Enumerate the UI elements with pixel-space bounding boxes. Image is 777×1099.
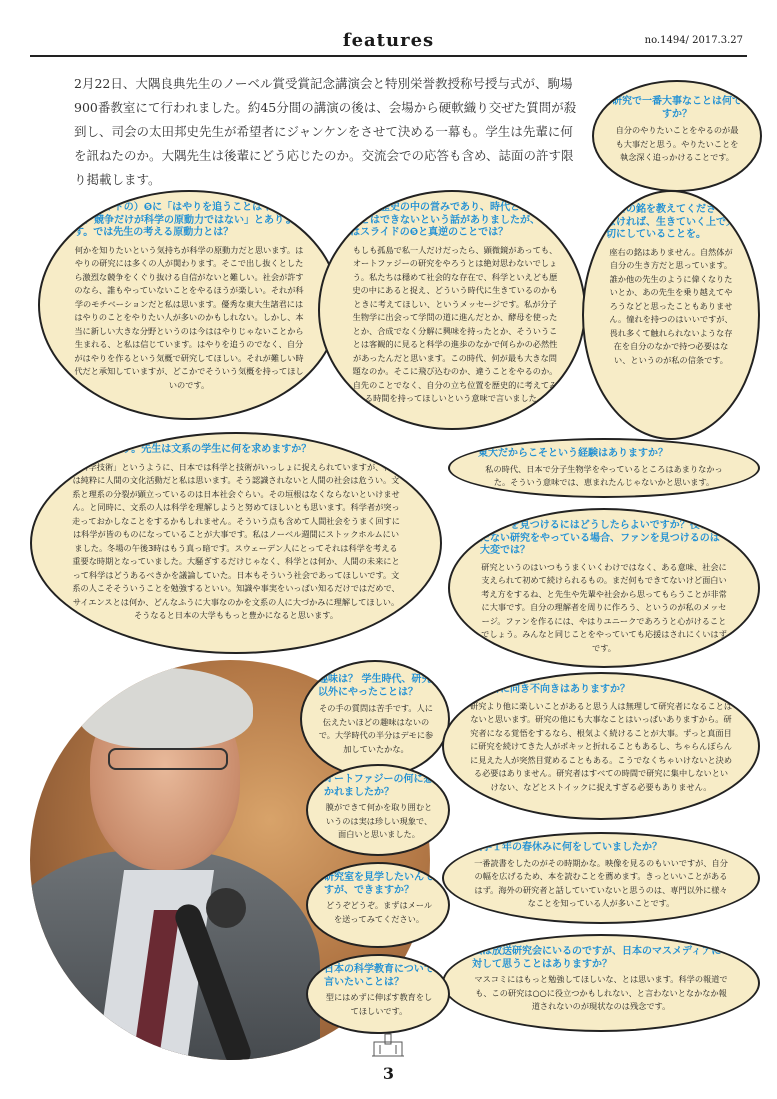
qa-bubble: [318, 190, 586, 430]
qa-bubble: [442, 934, 760, 1032]
qa-bubble: [300, 660, 450, 778]
question: 研究者に向き不向きはありますか？: [470, 684, 630, 695]
qa-bubble: [30, 432, 442, 654]
question: 座右の銘を教えてください。なければ、生きていく上で大切にしていることを。: [606, 204, 736, 240]
qa-bubble: [448, 438, 760, 498]
question: 東大だからこそという経験はありますか？: [478, 448, 668, 459]
answer: 研究より他に楽しいことがあると思う人は無理して研究者になることはないと思います。研究の他にも大事なことはいっぱいありますから。研究者になる覚悟をするなら、根気よく続けることが大事。ずっと真面目に研究を続けてきた人がポキッと折れることもあるし、ちゃらんぽらんに見えた人が突然目覚めることもある。こうでなくちゃいけないと決める必要はありません。研究者はすべての時間で研究に集中しないといけない、などとストイックに捉えすぎる必要もありません。: [470, 700, 733, 792]
question: 研究で一番大事なことは何ですか？: [612, 96, 742, 120]
answer: 膜ができて何かを取り囲むというのは実は珍しい現象で、面白いと思いました。: [325, 802, 433, 839]
qa-bubble: [38, 190, 340, 420]
intro-paragraph: 2月22日、大隅良典先生のノーベル賞受賞記念講演会と特別栄誉教授称号授与式が、駒場900番教室にて行われました。約45分間の講演の後は、会場から硬軟織り交ぜた質問が殺到し、司会の太田邦史先生が希望者にジャンケンをさせて決める一幕も。学生は先輩に何を訊ねたのか。大隅先生は後輩にどう応じたのか。交流会での応答も含め、誌面の許す限り掲載します。: [74, 76, 577, 187]
qa-bubble: [306, 862, 450, 948]
answer: 型にはめずに伸ばす教育をしてほしいです。: [325, 992, 433, 1016]
answer: もしも孤島で私一人だけだったら、顕微鏡があっても、オートファジーの研究をやろうとは絶対思わないでしょう。私たちは穩めて社会的な存在で、科学といえども歴史の中にあると捉え、どういう時代に生きているのかもときに考えてほしい、というメッセージです。私が分子生物学に出会って学問の道に進んだとか、酵母を使ったとか、合成でなく分解に興味を持ったとか、そういうことは客観的に見ると科学の進歩のなかで何らかの必然性があったんだと思います。この時代、何が最も大きな問題なのか。そこに飛び込むのか、違うことをやるのか。自先のことでなく、自分の立ち位置を歴史的に考えてみる時間を持ってほしいという意味で言いました。: [352, 244, 558, 403]
answer: マスコミにはもっと勉強してほしいな、とは思います。科学の報道でも、この研究は○○に役立つかもしれない、と言わないとなかなか報道されないのが現状なのは残念です。: [474, 974, 728, 1011]
qa-bubble: [442, 672, 760, 820]
question: 日本の科学教育について言いたいことは？: [324, 964, 434, 988]
qa-bubble: [306, 954, 450, 1034]
answer: どうぞどうぞ。まずはメールを送ってみてください。: [325, 900, 433, 924]
photo-hair: [78, 668, 253, 748]
question: 科学は歴史の中の営みであり、時代と切り離すことはできないという話がありましたが、それはスライドの❺と真逆のことでは？: [350, 202, 560, 238]
answer: 私の時代、日本で分子生物学をやっているところはあまりなかった。そういう意味では、恵まれたんじゃないかと思います。: [485, 463, 723, 487]
header-rule: [30, 55, 747, 57]
answer: 何かを知りたいという気持ちが科学の原動力だと思います。はやりの研究には多くの人が関わります。そこで出し抜くとしたら激烈な競争をくぐり抜ける自信がないと難しい。社会が許すのなら、誰もやっていないことをやるほうが楽しい。それが科学のモチベーションだと私は思います。優秀な東大生諸君にははやりのことをやりたい人が多いのかもしれない。しかし、本当に新しい大きな分野というのは今ははやりじゃないことから生まれる、と私は信じています。はやりを追うのでなく、自分がはやりを作るという気概で研究してほしい。それが難しい時代だと承知していますが、どこかでそういう気概を持ってほしいのです。: [74, 244, 304, 390]
answer: 座右の銘はありません。自然体が自分の生き方だと思っています。誰か他の先生のように偉くなりたいとか、あの先生を乗り越えてやろうなどと思ったこともありません。憧れを持つのはいいですが、畏れ多くて触れられないような存在を自分のなかで持つ必要はない、というのが私の信条です。: [609, 246, 733, 365]
question: （スライドの）❺に「はやりを追うことはやめよう、競争だけが科学の原動力ではない」とあります。では先生の考える原動力とは？: [74, 202, 294, 238]
question: 私は放送研究会にいるのですが、日本のマスメディアに対して思うことはありますか？: [472, 946, 722, 970]
answer: 研究というのはいつもうまくいくわけではなく、ある意味、社会に支えられて初めて続けられるもの。まだ何もできてないけど面白い考え方をするね、と先生や先輩や社会から思ってもらうことが非常に大事です。自分の理解者を周りに作ろう、というのが私のメッセージ。ファンを作るには、やはりユニークであろうと心がけることでしょう。みんなと同じことをやっていても応援はされにくいはずです。: [481, 561, 727, 653]
page-number: 3: [382, 1064, 395, 1083]
qa-bubble: [592, 80, 762, 192]
qa-bubble: [582, 190, 760, 440]
question: 僕は文系です。先生は文系の学生に何を求めますか？: [72, 444, 312, 455]
photo-glasses: [108, 748, 228, 770]
answer: 「科学技術」というように、日本では科学と技術がいっしょに捉えられていますが、科学は純粋に人間の文化活動だと私は思います。そう認識されないと人間の社会は危うい。文系と理系の分裂が顕立っているのは日本社会ぐらい。その垣根はなくならないといけません。と同時に、文系の人は科学を理解しようと努めてほしいとも思います。科学者が突っ走っておかしなことをするかもしれません。そういう点も含めて人間社会をうまく回すには科学が皆のものになっていることが大事です。私はノーベル週間にストックホルムにいました。冬場の午後3時はもう真っ暗です。スウェーデン人にとってそれは科学を考える重要な時期となっていました。大騒ぎするだけじゃなく、科学とは何か、人間の未来にとって科学はどうあるべきかを議論していた。日本もそういう社会であってほしいです。文系の人こそそういうことを勉強するといい。知識や事実をいっぱい知るだけではだめで、サイエンスとは何か、どんなふうに大事なのかを文系の人に大づかみに理解してほしい。そうなると日本の大学ももっと豊かになると思います。: [72, 461, 400, 620]
question: オートファジーの何に惹かれましたか？: [324, 774, 434, 798]
answer: その手の質問は苦手です。人に伝えたいほどの趣味はないので。大学時代の半分はデモに参加していたかな。: [318, 703, 434, 754]
question: 趣味は？ 学生時代、研究以外にやったことは？: [318, 674, 432, 698]
question: 研究室を見学したいんですが、できますか？: [324, 872, 434, 896]
qa-bubble: [306, 764, 450, 856]
issue-info: no.1494/ 2017.3.27: [644, 35, 743, 46]
microphone-head-icon: [206, 888, 246, 928]
question: ファンを見つけるにはどうしたらよいですか？役に立たない研究をやっている場合、ファンを見つけるのは大変では？: [480, 520, 720, 556]
section-title: features: [342, 30, 435, 51]
qa-bubble: [442, 832, 760, 924]
answer: 自分のやりたいことをやるのが最も大事だと思う。やりたいことを執念深く追っかけることです。: [615, 125, 739, 162]
answer: 一番読書をしたのがその時期かな。映像を見るのもいいですが、自分の幅を広げるため、本を読むことを薦めます。きっといいことがあるはず。海外の研究者と話していていないと思うのは、専門以外に様々なことを知っている人が多いことです。: [474, 857, 728, 908]
qa-bubble: [448, 508, 760, 668]
building-logo-icon: [370, 1032, 406, 1060]
question: 大学１年の春休みに何をしていましたか？: [472, 842, 662, 853]
